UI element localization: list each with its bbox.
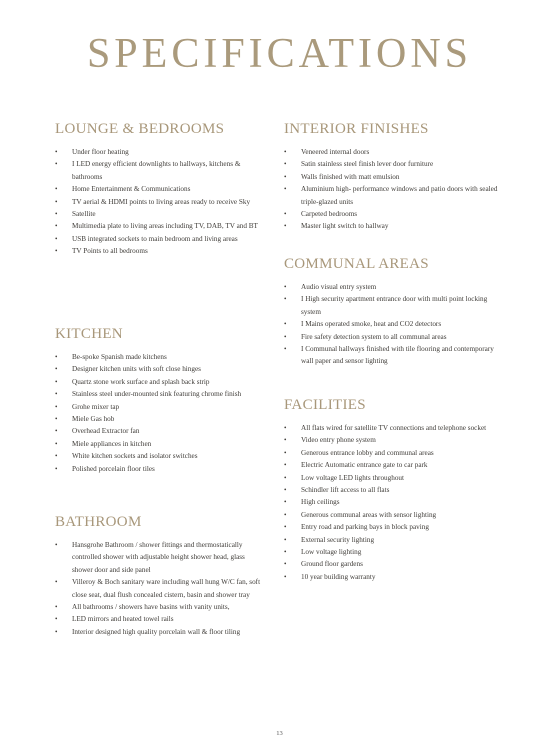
section-lounge-bedrooms — [55, 121, 267, 258]
list-item: • Generous entrance lobby and communal areas — [284, 447, 506, 459]
spec-list — [284, 422, 506, 583]
section-heading: COMMUNAL AREAS — [284, 256, 429, 272]
page-title: SPECIFICATIONS — [86, 31, 473, 77]
page-number: 13 — [276, 730, 283, 737]
list-item: • I LED energy efficient downlights to hallways, kitchens & bathrooms — [55, 158, 267, 183]
list-item: • Miele appliances in kitchen — [55, 438, 267, 450]
list-item: • All bathrooms / showers have basins with vanity units, — [55, 601, 267, 613]
list-item: • Stainless steel under-mounted sink featuring chrome finish — [55, 388, 267, 400]
list-item: • 10 year building warranty — [284, 571, 506, 583]
list-item: • Audio visual entry system — [284, 281, 506, 293]
list-item: • Overhead Extractor fan — [55, 425, 267, 437]
spec-list — [284, 281, 506, 368]
section-facilities — [284, 397, 506, 583]
list-item: • Master light switch to hallway — [284, 220, 506, 232]
list-item: • USB integrated sockets to main bedroom and living areas — [55, 233, 267, 245]
list-item: • LED mirrors and heated towel rails — [55, 613, 267, 625]
list-item: • High ceilings — [284, 496, 506, 508]
section-heading: FACILITIES — [284, 397, 366, 413]
list-item: • Home Entertainment & Communications — [55, 183, 267, 195]
section-communal-areas — [284, 256, 506, 368]
spec-list — [284, 146, 506, 233]
list-item: • Video entry phone system — [284, 434, 506, 446]
list-item: • I Communal hallways finished with tile flooring and contemporary wall paper and sensor lighting — [284, 343, 506, 368]
list-item: • Satellite — [55, 208, 267, 220]
list-item: • Generous communal areas with sensor lighting — [284, 509, 506, 521]
section-heading: LOUNGE & BEDROOMS — [55, 121, 225, 137]
list-item: • Schindler lift access to all flats — [284, 484, 506, 496]
list-item: • Be-spoke Spanish made kitchens — [55, 351, 267, 363]
list-item: • Low voltage lighting — [284, 546, 506, 558]
section-heading: BATHROOM — [55, 514, 142, 530]
list-item: • Veneered internal doors — [284, 146, 506, 158]
list-item: • Interior designed high quality porcelain wall & floor tiling — [55, 626, 267, 638]
list-item: • Satin stainless steel finish lever door furniture — [284, 158, 506, 170]
list-item: • I High security apartment entrance door with multi point locking system — [284, 293, 506, 318]
section-kitchen — [55, 326, 267, 475]
list-item: • Fire safety detection system to all communal areas — [284, 331, 506, 343]
list-item: • Electric Automatic entrance gate to car park — [284, 459, 506, 471]
list-item: • TV Points to all bedrooms — [55, 245, 267, 257]
list-item: • I Mains operated smoke, heat and CO2 detectors — [284, 318, 506, 330]
list-item: • Grohe mixer tap — [55, 401, 267, 413]
spec-list — [55, 351, 267, 475]
section-bathroom — [55, 514, 267, 638]
list-item: • Quartz stone work surface and splash back strip — [55, 376, 267, 388]
list-item: • Walls finished with matt emulsion — [284, 171, 506, 183]
list-item: • Aluminium high- performance windows and patio doors with sealed triple-glazed units — [284, 183, 506, 208]
spec-list — [55, 539, 267, 638]
spec-list — [55, 146, 267, 258]
list-item: • TV aerial & HDMI points to living areas ready to receive Sky — [55, 196, 267, 208]
section-interior-finishes — [284, 121, 506, 233]
list-item: • Miele Gas hob — [55, 413, 267, 425]
list-item: • Polished porcelain floor tiles — [55, 463, 267, 475]
list-item: • Low voltage LED lights throughout — [284, 472, 506, 484]
list-item: • Ground floor gardens — [284, 558, 506, 570]
section-heading: KITCHEN — [55, 326, 123, 342]
list-item: • White kitchen sockets and isolator switches — [55, 450, 267, 462]
list-item: • Entry road and parking bays in block paving — [284, 521, 506, 533]
list-item: • Designer kitchen units with soft close hinges — [55, 363, 267, 375]
list-item: • Villeroy & Boch sanitary ware including wall hung W/C fan, soft close seat, dual flush concealed cistern, basin and shower tray — [55, 576, 267, 601]
list-item: • Multimedia plate to living areas including TV, DAB, TV and BT — [55, 220, 267, 232]
list-item: • Under floor heating — [55, 146, 267, 158]
list-item: • Hansgrohe Bathroom / shower fittings and thermostatically controlled shower with adjustable height shower head, glass shower door and side panel — [55, 539, 267, 576]
list-item: • All flats wired for satellite TV connections and telephone socket — [284, 422, 506, 434]
list-item: • External security lighting — [284, 534, 506, 546]
list-item: • Carpeted bedrooms — [284, 208, 506, 220]
section-heading: INTERIOR FINISHES — [284, 121, 429, 137]
